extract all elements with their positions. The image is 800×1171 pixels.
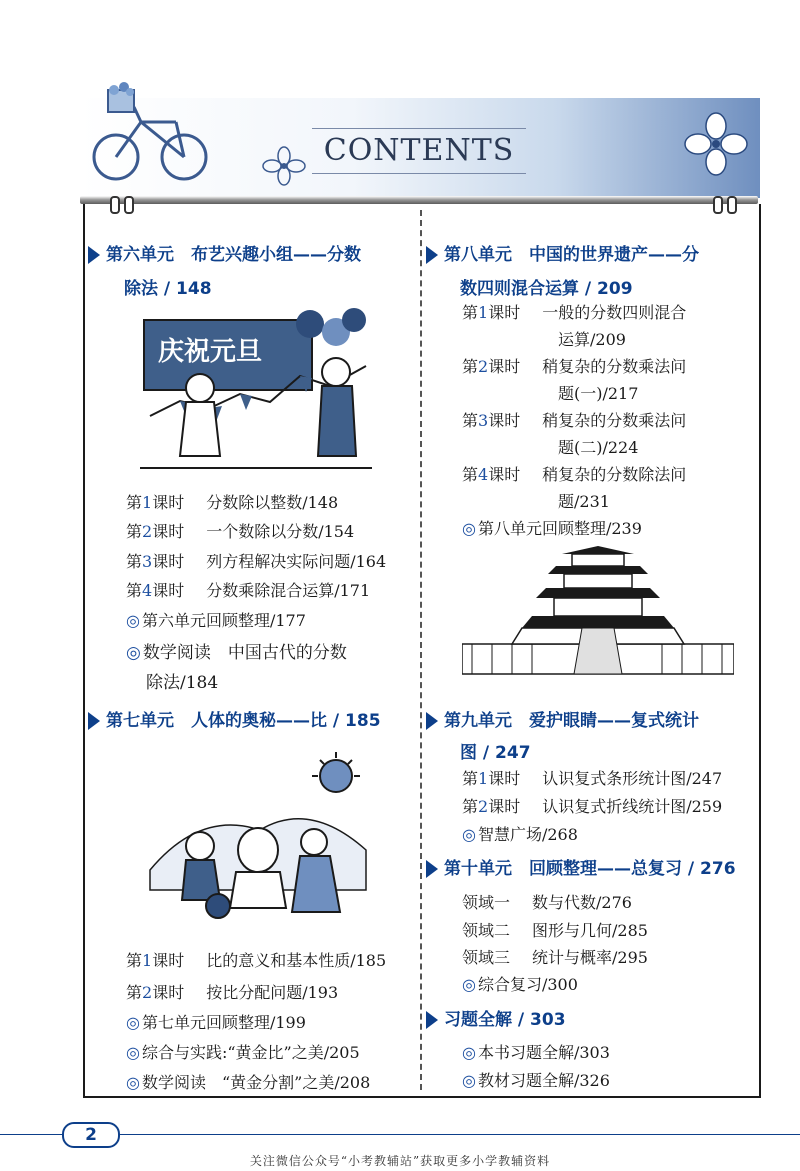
unit-8-review[interactable]: ◎ 第八单元回顾整理/239 xyxy=(462,519,642,538)
unit-6-reading[interactable]: ◎ 数学阅读 中国古代的分数 xyxy=(126,643,347,663)
lesson-7-1[interactable]: 第1课时 比的意义和基本性质/185 xyxy=(126,951,387,970)
unit-8-heading[interactable]: 第八单元 中国的世界遗产——分 xyxy=(426,240,699,265)
page-number: 2 xyxy=(62,1122,120,1148)
arrow-icon xyxy=(426,860,438,878)
unit-7-reading[interactable]: ◎ 数学阅读 “黄金分割”之美/208 xyxy=(126,1073,371,1092)
arrow-icon xyxy=(88,712,100,730)
unit-10-review[interactable]: ◎ 综合复习/300 xyxy=(462,975,578,994)
lesson-8-2[interactable]: 第2课时 稍复杂的分数乘法问 xyxy=(462,357,687,376)
unit-10-heading[interactable]: 第十单元 回顾整理——总复习 / 276 xyxy=(426,854,736,879)
lesson-8-4[interactable]: 第4课时 稍复杂的分数除法问 xyxy=(462,465,687,484)
lesson-8-1-cont[interactable]: 运算/209 xyxy=(558,330,626,349)
unit-6-review[interactable]: ◎ 第六单元回顾整理/177 xyxy=(126,611,306,630)
circle-bullet-icon: ◎ xyxy=(126,1073,140,1092)
circle-bullet-icon: ◎ xyxy=(462,825,476,844)
arrow-icon xyxy=(88,246,100,264)
lesson-9-2[interactable]: 第2课时 认识复式折线统计图/259 xyxy=(462,797,723,816)
lesson-6-1[interactable]: 第1课时 分数除以整数/148 xyxy=(126,493,339,512)
unit-8-heading-cont[interactable]: 数四则混合运算 / 209 xyxy=(460,279,633,299)
arrow-icon xyxy=(426,1011,438,1029)
answers-heading[interactable]: 习题全解 / 303 xyxy=(426,1005,566,1030)
lesson-8-4-cont[interactable]: 题/231 xyxy=(558,492,610,511)
bicycle-illustration xyxy=(86,82,216,192)
page-title: CONTENTS xyxy=(312,128,526,174)
new-year-celebration-illustration xyxy=(140,306,372,472)
lesson-8-3-cont[interactable]: 题(二)/224 xyxy=(558,438,639,457)
column-divider xyxy=(420,210,422,1090)
arrow-icon xyxy=(426,246,438,264)
lesson-7-2[interactable]: 第2课时 按比分配问题/193 xyxy=(126,983,339,1002)
field-1[interactable]: 领域一 数与代数/276 xyxy=(462,893,632,912)
circle-bullet-icon: ◎ xyxy=(126,1013,140,1032)
circle-bullet-icon: ◎ xyxy=(462,1043,476,1062)
unit-7-practice[interactable]: ◎ 综合与实践:“黄金比”之美/205 xyxy=(126,1043,360,1062)
answers-book[interactable]: ◎ 本书习题全解/303 xyxy=(462,1043,610,1062)
header-bar xyxy=(80,196,758,204)
lesson-6-2[interactable]: 第2课时 一个数除以分数/154 xyxy=(126,522,355,541)
unit-9-heading-cont[interactable]: 图 / 247 xyxy=(460,743,531,763)
circle-bullet-icon: ◎ xyxy=(126,611,140,630)
unit-6-heading[interactable]: 第六单元 布艺兴趣小组——分数 xyxy=(88,240,361,265)
footer-note: 关注微信公众号“小考教辅站”获取更多小学教辅资料 xyxy=(249,1154,551,1168)
field-2[interactable]: 领域二 图形与几何/285 xyxy=(462,921,648,940)
human-body-story-illustration xyxy=(140,750,372,926)
unit-7-heading[interactable]: 第七单元 人体的奥秘——比 / 185 xyxy=(88,706,381,731)
footer-line xyxy=(0,1134,800,1135)
unit-9-heading[interactable]: 第九单元 爱护眼睛——复式统计 xyxy=(426,706,699,731)
circle-bullet-icon: ◎ xyxy=(126,1043,140,1062)
circle-bullet-icon: ◎ xyxy=(462,519,476,538)
unit-7-review[interactable]: ◎ 第七单元回顾整理/199 xyxy=(126,1013,306,1032)
lesson-8-1[interactable]: 第1课时 一般的分数四则混合 xyxy=(462,303,687,322)
circle-bullet-icon: ◎ xyxy=(462,975,476,994)
lesson-8-2-cont[interactable]: 题(一)/217 xyxy=(558,384,639,403)
lesson-6-3[interactable]: 第3课时 列方程解决实际问题/164 xyxy=(126,552,387,571)
answers-textbook[interactable]: ◎ 教材习题全解/326 xyxy=(462,1071,610,1090)
banner-text: 庆祝元旦 xyxy=(158,337,263,367)
lesson-8-3[interactable]: 第3课时 稍复杂的分数乘法问 xyxy=(462,411,687,430)
temple-of-heaven-illustration xyxy=(462,544,734,684)
arrow-icon xyxy=(426,712,438,730)
lesson-6-4[interactable]: 第4课时 分数乘除混合运算/171 xyxy=(126,581,371,600)
circle-bullet-icon: ◎ xyxy=(126,643,141,663)
field-3[interactable]: 领域三 统计与概率/295 xyxy=(462,948,648,967)
circle-bullet-icon: ◎ xyxy=(462,1071,476,1090)
lesson-9-1[interactable]: 第1课时 认识复式条形统计图/247 xyxy=(462,769,723,788)
unit-6-reading-cont[interactable]: 除法/184 xyxy=(146,673,219,693)
unit-9-wisdom[interactable]: ◎ 智慧广场/268 xyxy=(462,825,578,844)
flower-icon xyxy=(684,112,748,176)
flower-icon xyxy=(262,146,306,188)
unit-6-heading-cont[interactable]: 除法 / 148 xyxy=(124,279,212,299)
